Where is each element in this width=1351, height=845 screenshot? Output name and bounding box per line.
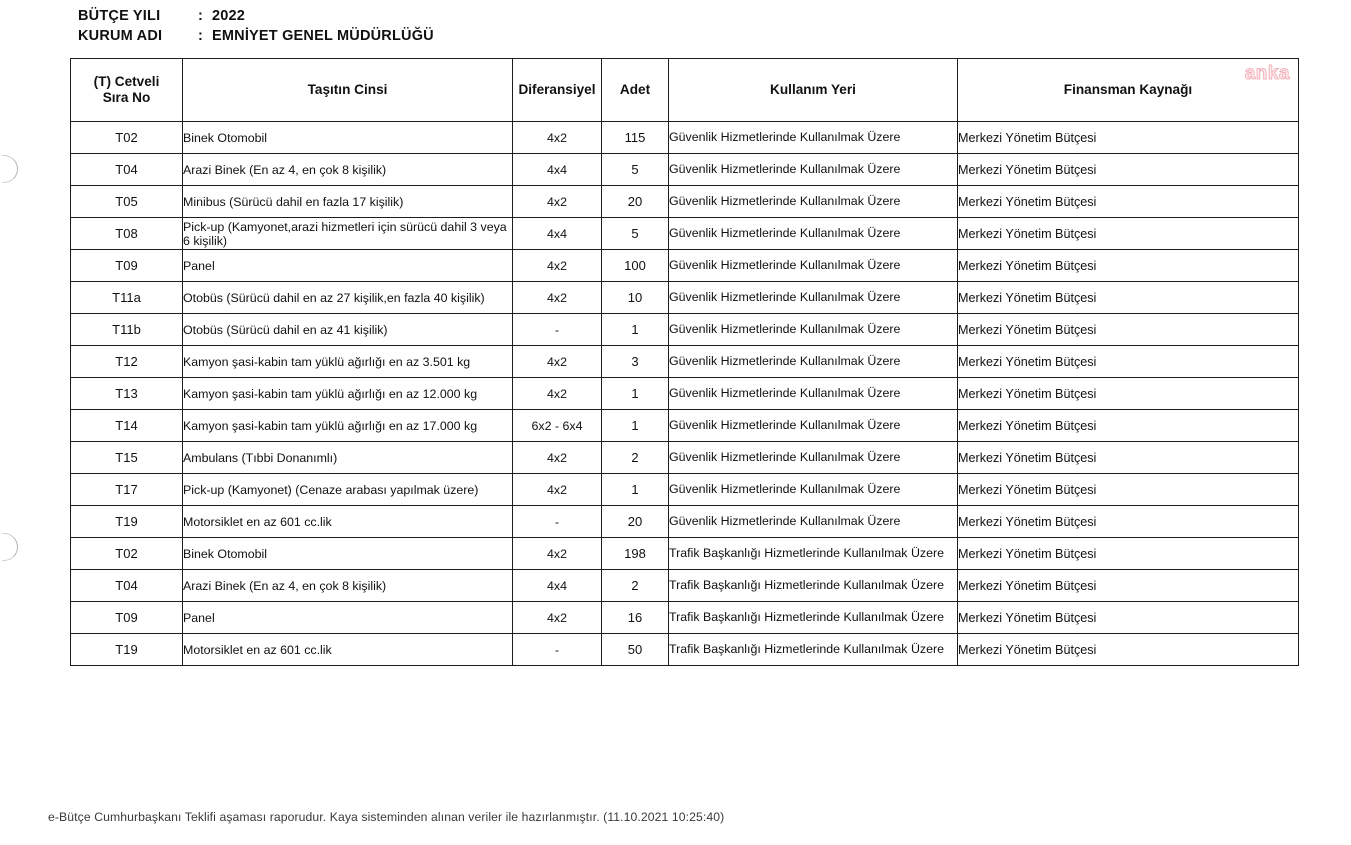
column-header-diferansiyel: Diferansiyel: [513, 59, 602, 122]
cell-adet: 2: [602, 570, 669, 602]
cell-kullanim-yeri: Güvenlik Hizmetlerinde Kullanılmak Üzere: [669, 346, 958, 378]
cell-kullanim-yeri: Güvenlik Hizmetlerinde Kullanılmak Üzere: [669, 474, 958, 506]
cell-diferansiyel: 4x4: [513, 218, 602, 250]
cell-diferansiyel: 4x2: [513, 378, 602, 410]
cell-kullanim-yeri: Güvenlik Hizmetlerinde Kullanılmak Üzere: [669, 122, 958, 154]
column-header-sira-no-line2: Sıra No: [102, 90, 151, 105]
cell-tasitin-cinsi: Minibus (Sürücü dahil en fazla 17 kişilik): [183, 186, 513, 218]
cell-sira-no: T09: [71, 602, 183, 634]
cell-finansman-kaynagi: Merkezi Yönetim Bütçesi: [958, 122, 1299, 154]
cell-adet: 115: [602, 122, 669, 154]
cell-kullanim-yeri: Trafik Başkanlığı Hizmetlerinde Kullanılmak Üzere: [669, 634, 958, 666]
table-row: [71, 282, 1299, 314]
cell-tasitin-cinsi: Ambulans (Tıbbi Donanımlı): [183, 442, 513, 474]
table-row: [71, 122, 1299, 154]
cell-adet: 20: [602, 506, 669, 538]
cell-tasitin-cinsi: Otobüs (Sürücü dahil en az 27 kişilik,en fazla 40 kişilik): [183, 282, 513, 314]
cell-kullanim-yeri: Güvenlik Hizmetlerinde Kullanılmak Üzere: [669, 378, 958, 410]
cell-tasitin-cinsi: Pick-up (Kamyonet,arazi hizmetleri için sürücü dahil 3 veya 6 kişilik): [183, 218, 513, 250]
column-header-kullanim-yeri: Kullanım Yeri: [669, 59, 958, 122]
cell-finansman-kaynagi: Merkezi Yönetim Bütçesi: [958, 282, 1299, 314]
cell-tasitin-cinsi: Pick-up (Kamyonet) (Cenaze arabası yapılmak üzere): [183, 474, 513, 506]
institution-line: [78, 26, 434, 46]
cell-diferansiyel: 4x2: [513, 474, 602, 506]
anka-watermark: anka: [1244, 63, 1290, 84]
cell-diferansiyel: 4x2: [513, 346, 602, 378]
cell-adet: 5: [602, 218, 669, 250]
cell-tasitin-cinsi: Panel: [183, 602, 513, 634]
cell-finansman-kaynagi: Merkezi Yönetim Bütçesi: [958, 218, 1299, 250]
table-row: [71, 570, 1299, 602]
cell-diferansiyel: -: [513, 314, 602, 346]
cell-sira-no: T15: [71, 442, 183, 474]
cell-kullanim-yeri: Trafik Başkanlığı Hizmetlerinde Kullanılmak Üzere: [669, 538, 958, 570]
cell-adet: 10: [602, 282, 669, 314]
cell-sira-no: T02: [71, 538, 183, 570]
table-row: [71, 634, 1299, 666]
table-row: [71, 410, 1299, 442]
column-header-sira-no-line1: (T) Cetveli: [93, 74, 160, 89]
cell-adet: 198: [602, 538, 669, 570]
cell-diferansiyel: 4x2: [513, 442, 602, 474]
cell-tasitin-cinsi: Kamyon şasi-kabin tam yüklü ağırlığı en az 12.000 kg: [183, 378, 513, 410]
table-header-row: [71, 59, 1299, 122]
budget-year-label: BÜTÇE YILI: [78, 8, 161, 24]
cell-finansman-kaynagi: Merkezi Yönetim Bütçesi: [958, 250, 1299, 282]
column-header-adet: Adet: [602, 59, 669, 122]
cell-sira-no: T11a: [71, 282, 183, 314]
cell-finansman-kaynagi: Merkezi Yönetim Bütçesi: [958, 410, 1299, 442]
cell-finansman-kaynagi: Merkezi Yönetim Bütçesi: [958, 570, 1299, 602]
cell-tasitin-cinsi: Kamyon şasi-kabin tam yüklü ağırlığı en az 17.000 kg: [183, 410, 513, 442]
cell-diferansiyel: 4x2: [513, 602, 602, 634]
cell-kullanim-yeri: Güvenlik Hizmetlerinde Kullanılmak Üzere: [669, 410, 958, 442]
cell-finansman-kaynagi: Merkezi Yönetim Bütçesi: [958, 154, 1299, 186]
cell-kullanim-yeri: Trafik Başkanlığı Hizmetlerinde Kullanılmak Üzere: [669, 570, 958, 602]
table-row: [71, 506, 1299, 538]
cell-adet: 2: [602, 442, 669, 474]
cell-diferansiyel: 4x2: [513, 122, 602, 154]
cell-kullanim-yeri: Güvenlik Hizmetlerinde Kullanılmak Üzere: [669, 506, 958, 538]
cell-tasitin-cinsi: Arazi Binek (En az 4, en çok 8 kişilik): [183, 570, 513, 602]
cell-sira-no: T19: [71, 634, 183, 666]
table-row: [71, 474, 1299, 506]
cell-tasitin-cinsi: Otobüs (Sürücü dahil en az 41 kişilik): [183, 314, 513, 346]
cell-sira-no: T04: [71, 154, 183, 186]
hole-punch-mark-top: [2, 155, 18, 183]
cell-finansman-kaynagi: Merkezi Yönetim Bütçesi: [958, 602, 1299, 634]
cell-sira-no: T19: [71, 506, 183, 538]
cell-adet: 50: [602, 634, 669, 666]
cell-tasitin-cinsi: Binek Otomobil: [183, 538, 513, 570]
cell-finansman-kaynagi: Merkezi Yönetim Bütçesi: [958, 634, 1299, 666]
cell-diferansiyel: 4x2: [513, 250, 602, 282]
cell-diferansiyel: -: [513, 506, 602, 538]
cell-diferansiyel: -: [513, 634, 602, 666]
budget-year-colon: :: [198, 8, 204, 24]
cell-kullanim-yeri: Güvenlik Hizmetlerinde Kullanılmak Üzere: [669, 218, 958, 250]
cell-sira-no: T04: [71, 570, 183, 602]
table-row: [71, 218, 1299, 250]
column-header-tasitin-cinsi: Taşıtın Cinsi: [183, 59, 513, 122]
cell-diferansiyel: 4x2: [513, 186, 602, 218]
table-header: [71, 59, 1299, 122]
cell-sira-no: T13: [71, 378, 183, 410]
cell-sira-no: T08: [71, 218, 183, 250]
cell-finansman-kaynagi: Merkezi Yönetim Bütçesi: [958, 474, 1299, 506]
cell-tasitin-cinsi: Arazi Binek (En az 4, en çok 8 kişilik): [183, 154, 513, 186]
cell-kullanim-yeri: Güvenlik Hizmetlerinde Kullanılmak Üzere: [669, 154, 958, 186]
cell-finansman-kaynagi: Merkezi Yönetim Bütçesi: [958, 378, 1299, 410]
table-row: [71, 346, 1299, 378]
cell-tasitin-cinsi: Motorsiklet en az 601 cc.lik: [183, 506, 513, 538]
table-row: [71, 442, 1299, 474]
hole-punch-mark-bottom: [2, 533, 18, 561]
cell-sira-no: T02: [71, 122, 183, 154]
cell-tasitin-cinsi: Panel: [183, 250, 513, 282]
cell-diferansiyel: 4x2: [513, 282, 602, 314]
cell-finansman-kaynagi: Merkezi Yönetim Bütçesi: [958, 346, 1299, 378]
cell-adet: 1: [602, 410, 669, 442]
cell-adet: 100: [602, 250, 669, 282]
table-row: [71, 602, 1299, 634]
institution-colon: :: [198, 28, 204, 44]
cell-adet: 20: [602, 186, 669, 218]
table-row: [71, 154, 1299, 186]
cell-adet: 16: [602, 602, 669, 634]
cell-diferansiyel: 4x2: [513, 538, 602, 570]
cell-sira-no: T11b: [71, 314, 183, 346]
cell-tasitin-cinsi: Binek Otomobil: [183, 122, 513, 154]
cell-adet: 3: [602, 346, 669, 378]
cell-kullanim-yeri: Güvenlik Hizmetlerinde Kullanılmak Üzere: [669, 250, 958, 282]
cell-finansman-kaynagi: Merkezi Yönetim Bütçesi: [958, 538, 1299, 570]
cell-kullanim-yeri: Trafik Başkanlığı Hizmetlerinde Kullanılmak Üzere: [669, 602, 958, 634]
cell-kullanim-yeri: Güvenlik Hizmetlerinde Kullanılmak Üzere: [669, 186, 958, 218]
cell-kullanim-yeri: Güvenlik Hizmetlerinde Kullanılmak Üzere: [669, 314, 958, 346]
cell-finansman-kaynagi: Merkezi Yönetim Bütçesi: [958, 186, 1299, 218]
cell-diferansiyel: 4x4: [513, 570, 602, 602]
table-row: [71, 314, 1299, 346]
institution-value: EMNİYET GENEL MÜDÜRLÜĞÜ: [212, 28, 434, 44]
cell-diferansiyel: 4x4: [513, 154, 602, 186]
report-footer-note: e-Bütçe Cumhurbaşkanı Teklifi aşaması raporudur. Kaya sisteminden alınan veriler ile hazırlanmıştır. (11.10.2021 10:25:40): [48, 810, 725, 824]
table-row: [71, 538, 1299, 570]
cell-finansman-kaynagi: Merkezi Yönetim Bütçesi: [958, 314, 1299, 346]
vehicle-allocation-table-wrapper: [70, 58, 1298, 666]
cell-adet: 1: [602, 474, 669, 506]
cell-kullanim-yeri: Güvenlik Hizmetlerinde Kullanılmak Üzere: [669, 442, 958, 474]
cell-sira-no: T12: [71, 346, 183, 378]
table-body: [71, 122, 1299, 666]
vehicle-allocation-table: [70, 58, 1299, 666]
cell-diferansiyel: 6x2 - 6x4: [513, 410, 602, 442]
institution-label: KURUM ADI: [78, 28, 163, 44]
table-row: [71, 186, 1299, 218]
budget-year-line: [78, 6, 434, 26]
cell-adet: 5: [602, 154, 669, 186]
column-header-sira-no: [71, 59, 183, 122]
cell-sira-no: T14: [71, 410, 183, 442]
table-row: [71, 250, 1299, 282]
cell-adet: 1: [602, 314, 669, 346]
table-row: [71, 378, 1299, 410]
cell-kullanim-yeri: Güvenlik Hizmetlerinde Kullanılmak Üzere: [669, 282, 958, 314]
column-header-finansman-kaynagi: Finansman Kaynağı: [958, 59, 1299, 122]
budget-year-value: 2022: [212, 8, 246, 24]
document-header: [78, 6, 434, 46]
cell-sira-no: T17: [71, 474, 183, 506]
cell-tasitin-cinsi: Kamyon şasi-kabin tam yüklü ağırlığı en az 3.501 kg: [183, 346, 513, 378]
cell-finansman-kaynagi: Merkezi Yönetim Bütçesi: [958, 506, 1299, 538]
cell-sira-no: T09: [71, 250, 183, 282]
cell-tasitin-cinsi: Motorsiklet en az 601 cc.lik: [183, 634, 513, 666]
cell-finansman-kaynagi: Merkezi Yönetim Bütçesi: [958, 442, 1299, 474]
cell-sira-no: T05: [71, 186, 183, 218]
cell-adet: 1: [602, 378, 669, 410]
